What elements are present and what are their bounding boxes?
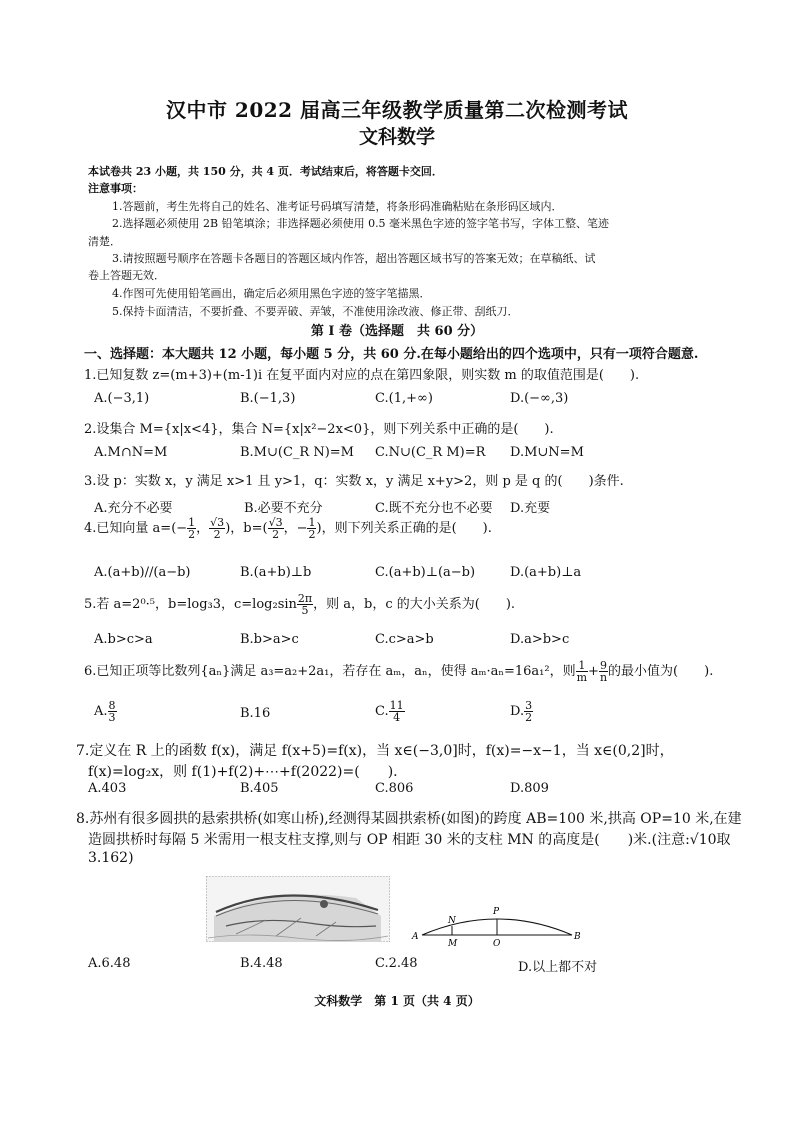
q6-option-d-den: 2 <box>525 711 533 724</box>
q2-option-c: C.N∪(C_R M)=R <box>375 445 486 460</box>
q4-vec-b-close: ) <box>316 521 322 536</box>
instruction-item-3b: 卷上答题无效． <box>88 269 165 282</box>
q4-option-b: B.(a+b)⊥b <box>240 565 312 580</box>
q4-vec-a-close: ) <box>225 521 231 536</box>
q2-stem: 2.设集合 M={x|x<4}，集合 N={x|x²−2x<0}，则下列关系中正确的是( ). <box>84 422 554 437</box>
q4-vec-a-frac1-num: 1 <box>188 516 196 529</box>
q8-option-c: C.2.48 <box>375 956 418 971</box>
q6-option-c-den: 4 <box>393 711 401 724</box>
q7-stem-line2: f(x)=log₂x，则 f(1)+f(2)+⋯+f(2022)=( ). <box>88 764 398 780</box>
q6-frac1 <box>576 660 588 683</box>
q1-option-a: A.(−3,1) <box>94 391 150 406</box>
q1-option-c: C.(1,+∞) <box>375 391 433 406</box>
q6-frac2-num: 9 <box>600 659 607 672</box>
q2-option-a: A.M∩N=M <box>94 445 168 460</box>
label-a: A <box>412 932 419 942</box>
instruction-item-2a: 2.选择题必须使用 2B 铅笔填涂；非选择题必须使用 0.5 毫米黑色字迹的签字笔书写，字体工整、笔迹 <box>112 217 610 230</box>
q6-frac1-den: m <box>576 671 588 684</box>
q6-option-a-frac <box>108 700 117 723</box>
part-one-title: 第 I 卷（选择题 共 60 分） <box>310 324 484 339</box>
section-heading: 一、选择题：本大题共 12 小题，每小题 5 分，共 60 分.在每小题给出的四个选项中，只有一项符合题意. <box>84 347 699 362</box>
q5-option-d: D.a>b>c <box>510 632 570 647</box>
label-b: B <box>574 932 581 942</box>
q6-option-c-frac <box>389 700 405 723</box>
q4-vec-a-frac1-den: 2 <box>188 528 196 541</box>
q3-option-a: A.充分不必要 <box>94 501 173 516</box>
q4-stem <box>84 517 492 540</box>
q6-option-a <box>94 700 117 723</box>
q3-stem: 3.设 p：实数 x，y 满足 x>1 且 y>1，q：实数 x，y 满足 x+y>2，则 p 是 q 的( )条件. <box>84 474 624 489</box>
q4-vec-b-open: ( <box>262 521 268 536</box>
q2-option-d: D.M∪N=M <box>510 445 584 460</box>
instruction-item-3a: 3.请按照题号顺序在答题卡各题目的答题区域内作答，超出答题区域书写的答案无效；在草稿纸、试 <box>112 252 596 265</box>
q6-option-b: B.16 <box>240 706 271 721</box>
arc-bridge-diagram <box>408 878 598 948</box>
q1-option-b: B.(−1,3) <box>240 391 296 406</box>
q4-option-a: A.(a+b)//(a−b) <box>94 565 191 580</box>
q4-stem-pre: 4.已知向量 a= <box>84 521 172 536</box>
q1-stem: 1.已知复数 z=(m+3)+(m-1)i 在复平面内对应的点在第四象限，则实数 m 的取值范围是( ). <box>84 368 640 383</box>
q4-vec-b-frac2-num: 1 <box>308 516 316 529</box>
q4-vec-a-frac2-num: √3 <box>210 516 225 529</box>
q6-option-a-den: 3 <box>108 711 116 724</box>
q6-option-a-num: 8 <box>108 699 116 712</box>
q4-vec-a-open: (− <box>171 521 188 536</box>
bridge-photo <box>206 876 390 942</box>
instruction-item-1: 1.答题前，考生先将自己的姓名、准考证号码填写清楚，将条形码准确粘贴在条形码区域内． <box>112 200 563 213</box>
q4-vec-a-frac2 <box>209 517 225 540</box>
q6-stem-pre: 6.已知正项等比数列{aₙ}满足 a₃=a₂+2a₁，若存在 aₘ，aₙ，使得 aₘ·aₙ=16a₁²，则 <box>84 664 576 679</box>
q7-option-d: D.809 <box>510 781 549 796</box>
q8-stem-line2: 造圆拱桥时每隔 5 米需用一根支柱支撑,则与 OP 相距 30 米的支柱 MN 的高度是( )米.(注意:√10取 <box>88 832 731 848</box>
q4-option-c: C.(a+b)⊥(a−b) <box>375 565 476 580</box>
q4-vec-b-frac1-den: 2 <box>272 528 280 541</box>
q6-option-d-frac <box>524 700 533 723</box>
q3-option-d: D.充要 <box>510 501 551 516</box>
page-footer: 文科数学 第 1 页（共 4 页） <box>314 994 480 1008</box>
q8-option-d: D.以上都不对 <box>518 960 598 975</box>
label-o: O <box>493 939 501 948</box>
q6-option-c-num: 11 <box>389 699 404 712</box>
q4-vec-a-frac1 <box>187 517 196 540</box>
label-n: N <box>448 916 456 926</box>
q8-option-a: A.6.48 <box>88 956 131 971</box>
q7-option-b: B.405 <box>240 781 279 796</box>
q5-stem-post: ，则 a，b，c 的大小关系为( ). <box>313 597 516 612</box>
q6-option-c <box>375 700 405 723</box>
instructions-heading: 注意事项： <box>88 182 143 195</box>
instruction-item-4: 4.作图可先使用铅笔画出，确定后必须用黑色字迹的签字笔描黑． <box>112 287 431 300</box>
q5-stem <box>84 593 515 616</box>
q6-option-a-label: A. <box>94 704 108 719</box>
q5-option-b: B.b>a>c <box>240 632 299 647</box>
q6-frac2-den: n <box>599 671 608 684</box>
q6-option-d <box>510 700 533 723</box>
q6-option-d-num: 3 <box>525 699 533 712</box>
q6-stem-post: 的最小值为( ). <box>608 664 714 679</box>
q4-vec-b-frac1-num: √3 <box>268 516 283 529</box>
instruction-item-5: 5.保持卡面清洁，不要折叠、不要弄破、弄皱，不准使用涂改液、修正带、刮纸刀． <box>112 305 519 318</box>
q4-vec-a-sep: ， <box>196 521 210 536</box>
q5-frac-num: 2π <box>297 592 313 605</box>
q4-vec-a-frac2-den: 2 <box>213 528 221 541</box>
q5-frac <box>297 593 313 616</box>
q7-option-c: C.806 <box>375 781 414 796</box>
instruction-item-2b: 清楚． <box>88 235 121 248</box>
q8-stem-line1: 8.苏州有很多圆拱的悬索拱桥(如寒山桥),经测得某圆拱索桥(如图)的跨度 AB=100 米,拱高 OP=10 米,在建 <box>76 811 742 827</box>
q6-option-c-label: C. <box>375 704 389 719</box>
q4-stem-mid: ，b= <box>230 521 263 536</box>
q4-stem-post: ，则下列关系正确的是( ). <box>321 521 492 536</box>
instructions-intro: 本试卷共 23 小题，共 150 分，共 4 页．考试结束后，将答题卡交回． <box>88 165 443 178</box>
q6-frac2 <box>599 660 608 683</box>
q2-option-b: B.M∪(C_R N)=M <box>240 445 354 460</box>
q7-stem-line1: 7.定义在 R 上的函数 f(x)，满足 f(x+5)=f(x)，当 x∈(−3,0]时，f(x)=−x−1，当 x∈(0,2]时， <box>76 743 674 759</box>
q4-option-d: D.(a+b)⊥a <box>510 565 582 580</box>
q5-option-c: C.c>a>b <box>375 632 434 647</box>
exam-subtitle: 文科数学 <box>358 126 435 148</box>
q5-option-a: A.b>c>a <box>94 632 153 647</box>
q6-stem <box>84 660 713 683</box>
q7-option-a: A.403 <box>88 781 127 796</box>
label-m: M <box>448 939 458 948</box>
q6-plus: + <box>588 664 599 679</box>
q5-frac-den: 5 <box>301 604 309 617</box>
label-p: P <box>493 907 500 917</box>
q6-option-d-label: D. <box>510 704 525 719</box>
q3-option-c: C.既不充分也不必要 <box>375 501 493 516</box>
q4-vec-b-frac2-den: 2 <box>308 528 316 541</box>
q4-vec-b-frac1 <box>268 517 284 540</box>
q1-option-d: D.(−∞,3) <box>510 391 569 406</box>
q3-option-b: B.必要不充分 <box>244 501 323 516</box>
q6-frac1-num: 1 <box>576 660 588 672</box>
q4-vec-b-sep: ，− <box>283 521 308 536</box>
q5-stem-pre: 5.若 a=2⁰·⁵，b=log₃3，c=log₂sin <box>84 597 297 612</box>
exam-title: 汉中市 2022 届高三年级教学质量第二次检测考试 <box>165 98 629 122</box>
q8-stem-line3: 3.162) <box>88 850 134 866</box>
q8-option-b: B.4.48 <box>240 956 283 971</box>
